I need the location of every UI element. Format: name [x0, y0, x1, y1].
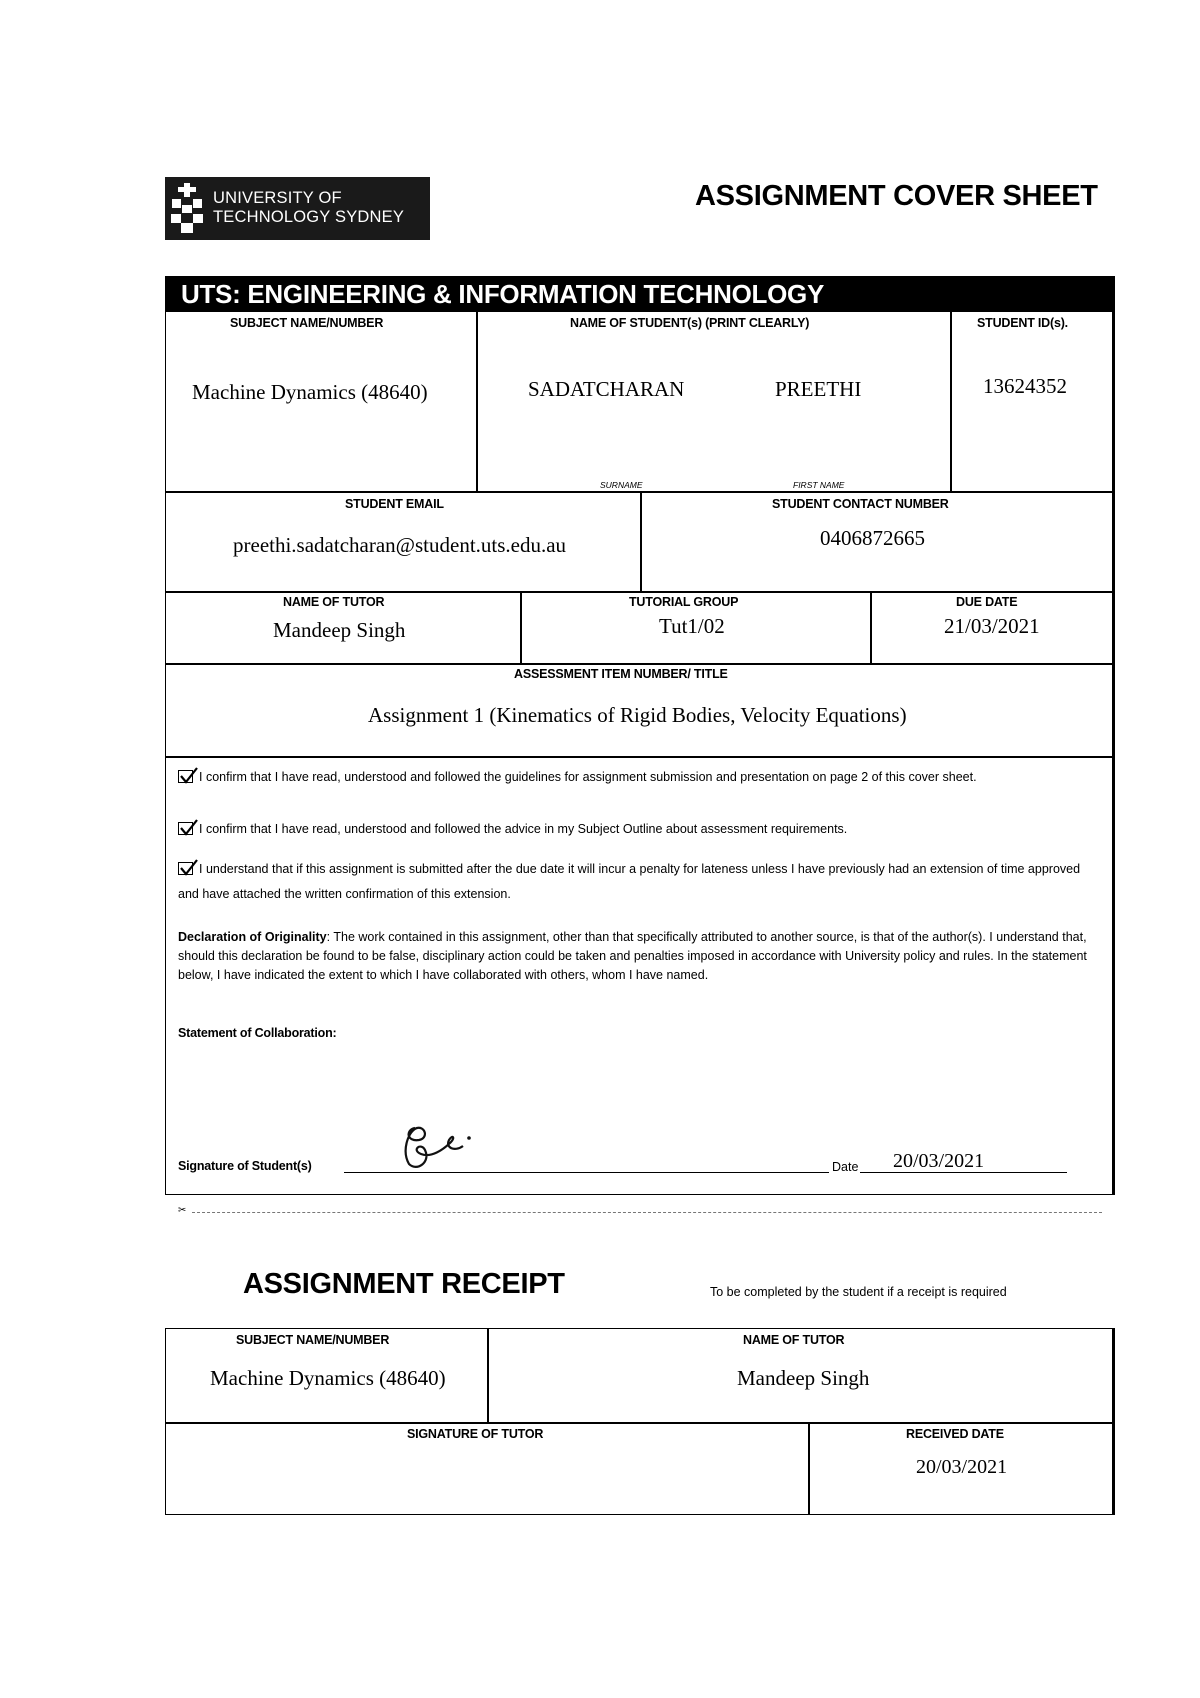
student-id-value: 13624352	[983, 374, 1067, 398]
cover-form	[165, 311, 1115, 1195]
collaboration-label: Statement of Collaboration:	[178, 1026, 337, 1040]
due-date-label: DUE DATE	[956, 595, 1018, 609]
signature-label: Signature of Student(s)	[178, 1159, 312, 1173]
checkbox-1-icon[interactable]	[178, 770, 193, 783]
receipt-tutor-label: NAME OF TUTOR	[743, 1333, 845, 1347]
signature-date-value: 20/03/2021	[893, 1150, 985, 1172]
tutor-signature-label: SIGNATURE OF TUTOR	[407, 1427, 544, 1441]
contact-number-label: STUDENT CONTACT NUMBER	[772, 497, 949, 511]
subject-label: SUBJECT NAME/NUMBER	[230, 316, 384, 330]
confirmation-2-text: I confirm that I have read, understood and followed the advice in my Subject Outline about assessment requirements.	[199, 822, 848, 836]
contact-number-value: 0406872665	[820, 526, 925, 550]
tutorial-group-label: TUTORIAL GROUP	[629, 595, 739, 609]
uts-crest-icon	[169, 181, 205, 236]
student-email-value: preethi.sadatcharan@student.uts.edu.au	[233, 533, 567, 557]
receipt-note: To be completed by the student if a receipt is required	[710, 1285, 1007, 1299]
student-signature	[395, 1120, 485, 1172]
receipt-subject-value: Machine Dynamics (48640)	[210, 1366, 446, 1390]
logo-line-1: UNIVERSITY OF	[213, 189, 342, 207]
firstname-value: PREETHI	[775, 377, 862, 401]
logo-line-2: TECHNOLOGY SYDNEY	[213, 208, 405, 226]
cut-line	[192, 1212, 1102, 1213]
tutor-value: Mandeep Singh	[273, 618, 406, 642]
student-name-label: NAME OF STUDENT(s) (PRINT CLEARLY)	[570, 316, 810, 330]
confirmation-1-text: I confirm that I have read, understood and followed the guidelines for assignment submission and presentation on page 2 of this cover sheet.	[199, 770, 977, 784]
surname-caption: SURNAME	[600, 480, 643, 490]
received-date-label: RECEIVED DATE	[906, 1427, 1004, 1441]
receipt-tutor-value: Mandeep Singh	[737, 1366, 870, 1390]
confirmation-3-text: I understand that if this assignment is submitted after the due date it will incur a penalty for lateness unless I have previously had an extension of time approved and have attached the written confirmation of this extension.	[178, 862, 1081, 901]
declaration-heading: Declaration of Originality	[178, 930, 327, 944]
surname-value: SADATCHARAN	[528, 377, 685, 401]
tutorial-group-value: Tut1/02	[659, 614, 725, 638]
confirmation-1	[178, 768, 1103, 787]
confirmation-3	[178, 857, 1103, 907]
uts-logo	[165, 177, 430, 240]
checkbox-2-icon[interactable]	[178, 822, 193, 835]
assessment-label: ASSESSMENT ITEM NUMBER/ TITLE	[514, 667, 728, 681]
tutor-label: NAME OF TUTOR	[283, 595, 385, 609]
subject-value: Machine Dynamics (48640)	[192, 380, 428, 404]
scissors-icon: ✂	[178, 1205, 187, 1216]
cover-title: ASSIGNMENT COVER SHEET	[695, 180, 1098, 212]
firstname-caption: FIRST NAME	[793, 480, 845, 490]
confirmation-2	[178, 820, 1103, 839]
due-date-value: 21/03/2021	[944, 614, 1040, 638]
student-email-label: STUDENT EMAIL	[345, 497, 444, 511]
receipt-subject-label: SUBJECT NAME/NUMBER	[236, 1333, 390, 1347]
assessment-value: Assignment 1 (Kinematics of Rigid Bodies, Velocity Equations)	[368, 703, 907, 727]
faculty-banner-text: UTS: ENGINEERING & INFORMATION TECHNOLOGY	[181, 279, 824, 309]
student-id-label: STUDENT ID(s).	[977, 316, 1068, 330]
declaration-of-originality	[178, 928, 1113, 985]
checkbox-3-icon[interactable]	[178, 862, 193, 875]
faculty-banner	[165, 276, 1115, 312]
received-date-value: 20/03/2021	[916, 1456, 1008, 1478]
date-label: Date	[832, 1160, 859, 1174]
receipt-title: ASSIGNMENT RECEIPT	[243, 1268, 565, 1300]
declaration-text: : The work contained in this assignment, other than that specifically attributed to another source, is that of the author(s). I understand that, should this declaration be found to be false, disciplinary action could be taken and penalties imposed in accordance with University policy and rules. In the statement below, I have indicated the extent to which I have collaborated with others, whom I have named.	[178, 930, 1087, 982]
